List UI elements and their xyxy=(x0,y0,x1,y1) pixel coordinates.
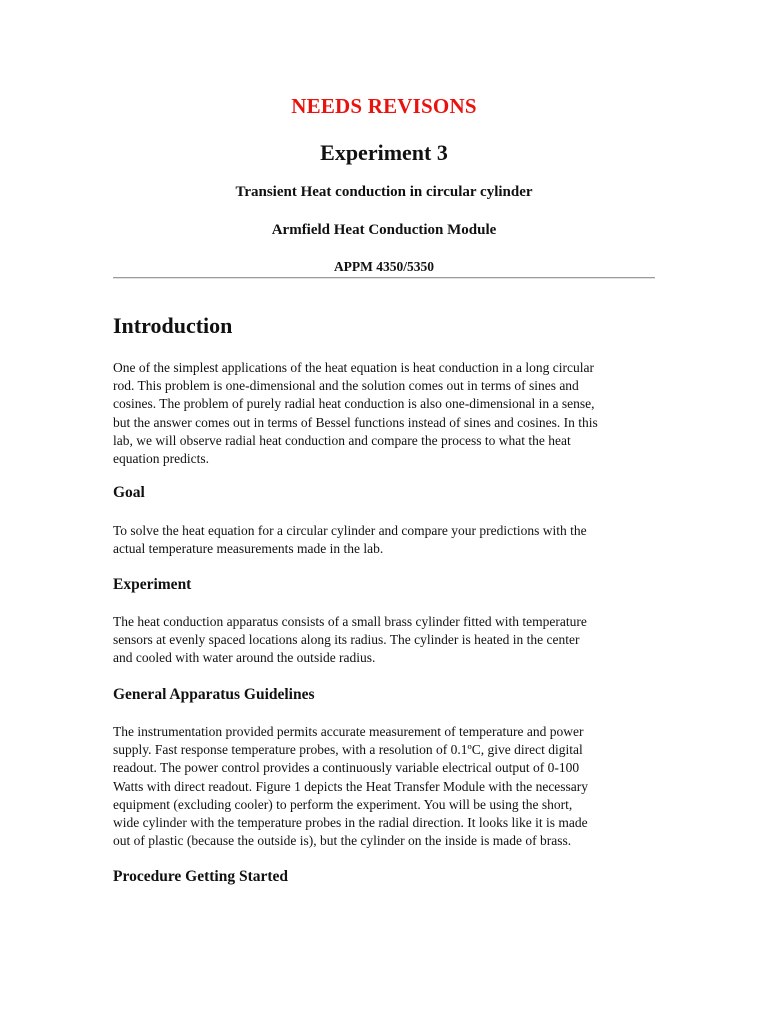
experiment-subtitle: Transient Heat conduction in circular cylinder xyxy=(235,184,533,200)
experiment-heading: Experiment xyxy=(113,576,192,593)
paragraph-line: equipment (excluding cooler) to perform the experiment. You will be using the short, xyxy=(113,796,573,812)
paragraph-line: actual temperature measurements made in the lab. xyxy=(113,541,384,557)
paragraph-line: supply. Fast response temperature probes, with a resolution of 0.1ºC, give direct digital xyxy=(113,742,583,758)
introduction-paragraph xyxy=(113,359,658,468)
paragraph-line: wide cylinder with the temperature probes in the radial direction. It looks like it is made xyxy=(113,815,588,831)
apparatus-paragraph xyxy=(113,723,658,850)
title-divider xyxy=(113,277,655,279)
paragraph-line: out of plastic (because the outside is), but the cylinder on the inside is made of brass. xyxy=(113,833,572,849)
goal-paragraph xyxy=(113,522,658,558)
goal-heading: Goal xyxy=(113,484,145,501)
paragraph-line: The instrumentation provided permits accurate measurement of temperature and power xyxy=(113,724,584,739)
paragraph-line: One of the simplest applications of the heat equation is heat conduction in a long circular xyxy=(113,360,594,375)
paragraph-line: but the answer comes out in terms of Bessel functions instead of sines and cosines. In this xyxy=(113,414,598,430)
experiment-paragraph xyxy=(113,613,658,668)
paragraph-line: lab, we will observe radial heat conduction and compare the process to what the heat xyxy=(113,432,571,448)
paragraph-line: rod. This problem is one-dimensional and the solution comes out in terms of sines and xyxy=(113,378,579,394)
paragraph-line: sensors at evenly spaced locations along its radius. The cylinder is heated in the center xyxy=(113,632,580,648)
paragraph-line: and cooled with water around the outside radius. xyxy=(113,650,376,666)
revision-status-heading: NEEDS REVISONS xyxy=(291,94,477,118)
procedure-heading: Procedure Getting Started xyxy=(113,868,289,885)
apparatus-heading: General Apparatus Guidelines xyxy=(113,686,315,703)
paragraph-line: equation predicts. xyxy=(113,451,209,467)
introduction-heading: Introduction xyxy=(113,313,233,338)
paragraph-line: The heat conduction apparatus consists of a small brass cylinder fitted with temperature xyxy=(113,614,587,629)
paragraph-line: cosines. The problem of purely radial heat conduction is also one-dimensional in a sense, xyxy=(113,396,595,412)
paragraph-line: Watts with direct readout. Figure 1 depicts the Heat Transfer Module with the necessary xyxy=(113,778,589,794)
module-name: Armfield Heat Conduction Module xyxy=(271,222,497,238)
experiment-title: Experiment 3 xyxy=(320,140,448,165)
paragraph-line: readout. The power control provides a continuously variable electrical output of 0-100 xyxy=(113,760,580,776)
paragraph-line: To solve the heat equation for a circular cylinder and compare your predictions with the xyxy=(113,523,587,538)
course-code: APPM 4350/5350 xyxy=(333,259,435,274)
